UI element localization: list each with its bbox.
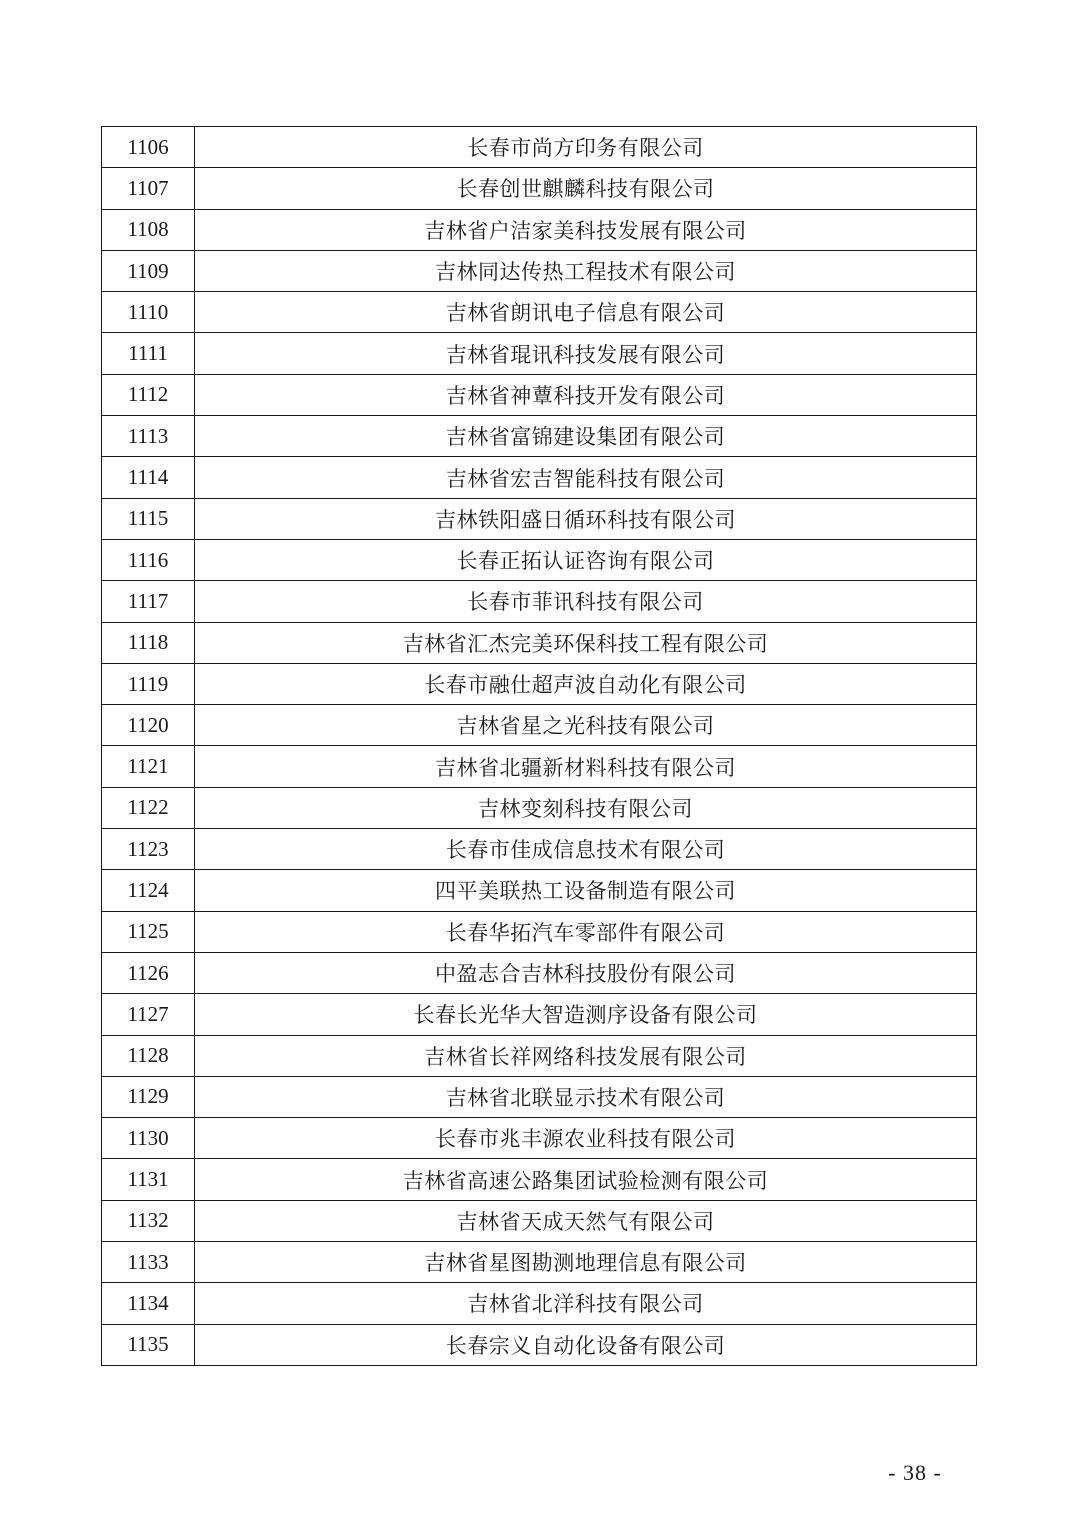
table-row [102,787,977,828]
company-name-cell: 吉林省高速公路集团试验检测有限公司 [195,1159,977,1200]
company-name-cell: 长春创世麒麟科技有限公司 [195,168,977,209]
row-number-cell: 1132 [102,1200,195,1241]
row-number-cell: 1106 [102,127,195,168]
table-row [102,539,977,580]
table-row [102,292,977,333]
table-row [102,333,977,374]
row-number-cell: 1123 [102,829,195,870]
row-number-cell: 1113 [102,416,195,457]
row-number-cell: 1134 [102,1283,195,1324]
company-name-cell: 吉林省琨讯科技发展有限公司 [195,333,977,374]
row-number-cell: 1130 [102,1118,195,1159]
row-number-cell: 1115 [102,498,195,539]
table-row [102,374,977,415]
table-row [102,663,977,704]
row-number-cell: 1110 [102,292,195,333]
company-name-cell: 长春市尚方印务有限公司 [195,127,977,168]
table-row [102,870,977,911]
table-row [102,829,977,870]
row-number-cell: 1120 [102,705,195,746]
company-name-cell: 吉林省富锦建设集团有限公司 [195,416,977,457]
table-row [102,209,977,250]
row-number-cell: 1129 [102,1076,195,1117]
page-number: - 38 - [888,1460,942,1485]
table-row [102,250,977,291]
row-number-cell: 1122 [102,787,195,828]
row-number-cell: 1112 [102,374,195,415]
company-name-cell: 长春市兆丰源农业科技有限公司 [195,1118,977,1159]
row-number-cell: 1111 [102,333,195,374]
table-row [102,911,977,952]
row-number-cell: 1131 [102,1159,195,1200]
company-name-cell: 吉林铁阳盛日循环科技有限公司 [195,498,977,539]
company-name-cell: 吉林省星之光科技有限公司 [195,705,977,746]
company-name-cell: 长春市融仕超声波自动化有限公司 [195,663,977,704]
row-number-cell: 1116 [102,539,195,580]
company-name-cell: 四平美联热工设备制造有限公司 [195,870,977,911]
table-row [102,416,977,457]
company-name-cell: 长春长光华大智造测序设备有限公司 [195,994,977,1035]
row-number-cell: 1128 [102,1035,195,1076]
table-row [102,1200,977,1241]
table-row [102,1324,977,1365]
company-list-body [102,127,977,1366]
table-row [102,1118,977,1159]
company-name-cell: 长春市佳成信息技术有限公司 [195,829,977,870]
company-name-cell: 长春宗义自动化设备有限公司 [195,1324,977,1365]
table-row [102,1076,977,1117]
company-name-cell: 吉林省天成天然气有限公司 [195,1200,977,1241]
row-number-cell: 1133 [102,1242,195,1283]
company-name-cell: 长春市菲讯科技有限公司 [195,581,977,622]
row-number-cell: 1125 [102,911,195,952]
row-number-cell: 1114 [102,457,195,498]
company-name-cell: 吉林省宏吉智能科技有限公司 [195,457,977,498]
table-row [102,1242,977,1283]
table-row [102,622,977,663]
table-row [102,581,977,622]
company-list-table [101,126,977,1366]
row-number-cell: 1127 [102,994,195,1035]
company-name-cell: 吉林省神蕈科技开发有限公司 [195,374,977,415]
company-name-cell: 吉林省北疆新材料科技有限公司 [195,746,977,787]
row-number-cell: 1107 [102,168,195,209]
company-name-cell: 吉林省汇杰完美环保科技工程有限公司 [195,622,977,663]
company-name-cell: 长春正拓认证咨询有限公司 [195,539,977,580]
row-number-cell: 1124 [102,870,195,911]
table-row [102,952,977,993]
row-number-cell: 1108 [102,209,195,250]
table-row [102,457,977,498]
table-row [102,994,977,1035]
row-number-cell: 1117 [102,581,195,622]
row-number-cell: 1135 [102,1324,195,1365]
row-number-cell: 1121 [102,746,195,787]
company-name-cell: 吉林省长祥网络科技发展有限公司 [195,1035,977,1076]
company-name-cell: 吉林变刻科技有限公司 [195,787,977,828]
table-row [102,127,977,168]
table-row [102,498,977,539]
company-name-cell: 吉林省朗讯电子信息有限公司 [195,292,977,333]
row-number-cell: 1126 [102,952,195,993]
table-row [102,1283,977,1324]
company-name-cell: 长春华拓汽车零部件有限公司 [195,911,977,952]
company-name-cell: 中盈志合吉林科技股份有限公司 [195,952,977,993]
table-row [102,746,977,787]
table-row [102,168,977,209]
row-number-cell: 1109 [102,250,195,291]
company-name-cell: 吉林省户洁家美科技发展有限公司 [195,209,977,250]
table-row [102,1035,977,1076]
company-name-cell: 吉林省北联显示技术有限公司 [195,1076,977,1117]
company-name-cell: 吉林同达传热工程技术有限公司 [195,250,977,291]
table-row [102,1159,977,1200]
company-name-cell: 吉林省星图勘测地理信息有限公司 [195,1242,977,1283]
row-number-cell: 1118 [102,622,195,663]
company-name-cell: 吉林省北洋科技有限公司 [195,1283,977,1324]
row-number-cell: 1119 [102,663,195,704]
table-row [102,705,977,746]
